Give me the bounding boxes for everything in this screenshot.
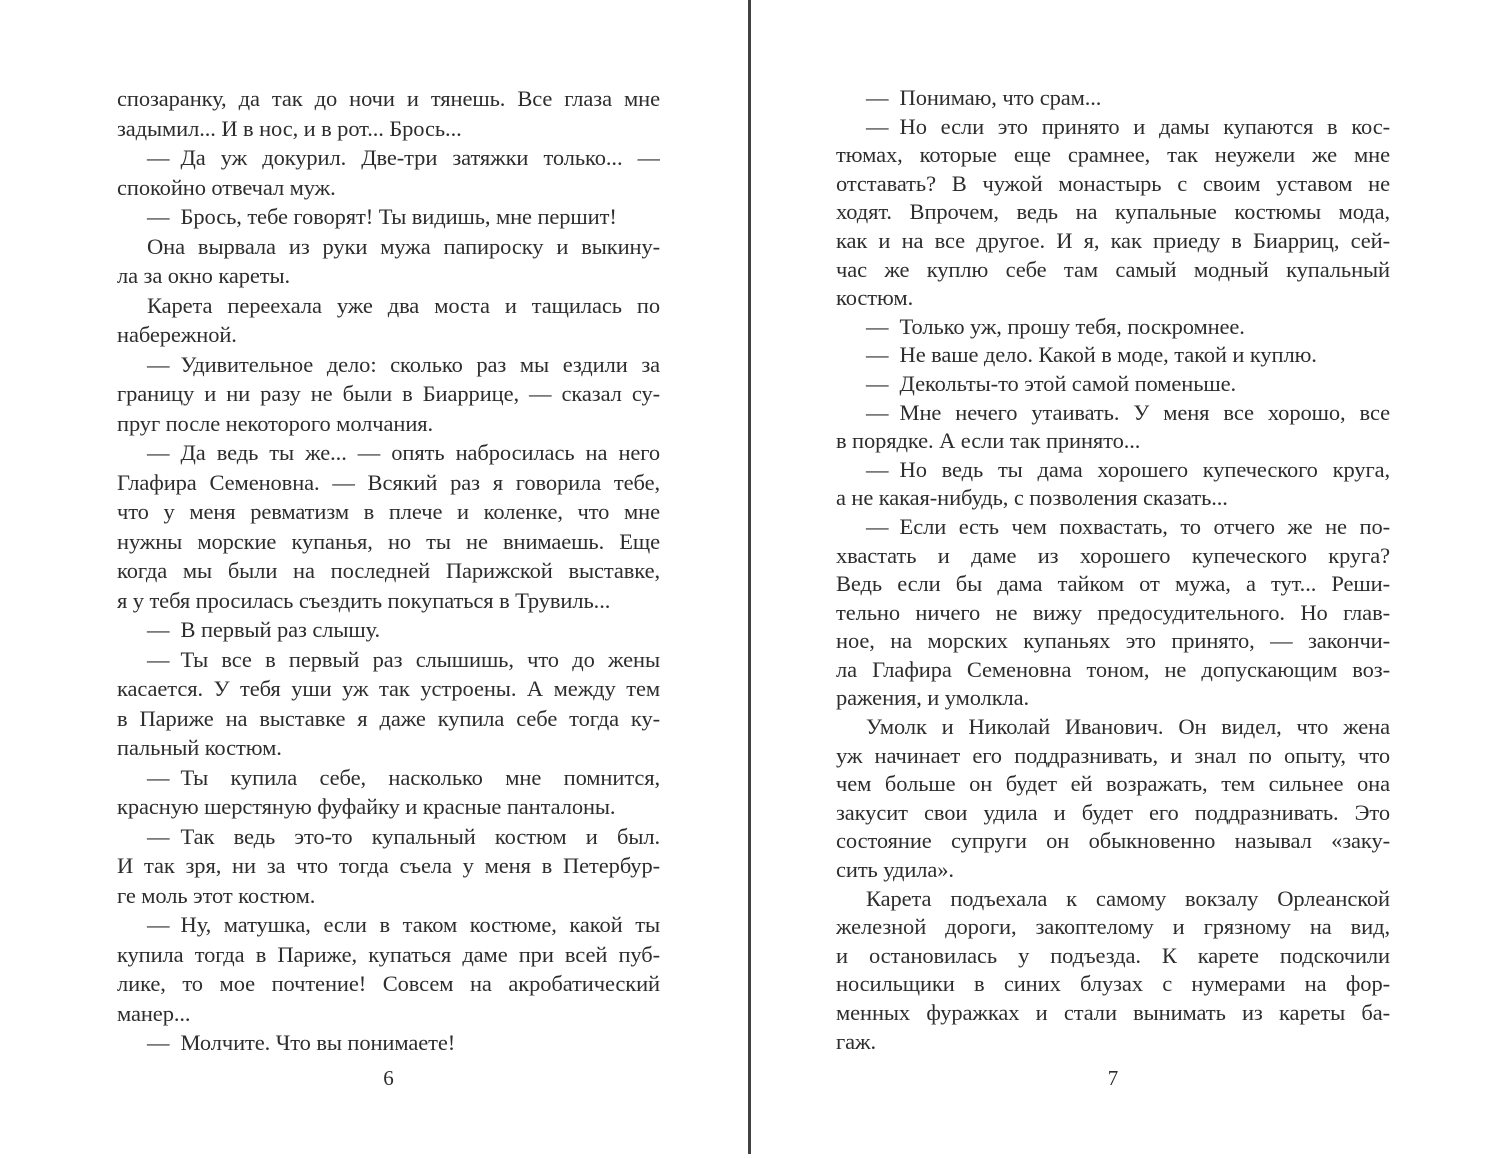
- text-line: отставать? В чужой монастырь с своим уставом не: [836, 170, 1390, 196]
- text-line: ге моль этот костюм.: [117, 882, 316, 908]
- text-line: — Да ведь ты же... — опять набросилась на него: [147, 440, 660, 465]
- text-line: час же куплю себе там самый модный купальный: [836, 256, 1390, 282]
- text-line: в порядке. А если так принято...: [836, 428, 1141, 454]
- text-line: ражения, и умолкла.: [836, 685, 1030, 711]
- text-line: — Ты все в первый раз слышишь, что до жены: [147, 646, 660, 672]
- paragraph: [117, 615, 660, 645]
- paragraph: [117, 232, 660, 291]
- text-line: костюм.: [836, 285, 914, 311]
- text-line: пруг после некоторого молчания.: [117, 410, 434, 436]
- text-line: Карета переехала уже два моста и тащилась по: [147, 292, 660, 318]
- text-line: носильщики в синих блузах с нумерами на фор-: [836, 971, 1390, 997]
- paragraph: [836, 84, 1390, 113]
- text-line: купила тогда в Париже, купаться даме при всей пуб-: [117, 941, 660, 967]
- text-line: железной дороги, закоптелому и грязному на вид,: [836, 914, 1390, 940]
- paragraph: [117, 143, 660, 202]
- text-line: закусит свои удила и будет его поддразнивать. Это: [836, 799, 1390, 825]
- paragraph: [117, 84, 660, 143]
- text-line: набережной.: [117, 322, 237, 347]
- text-line: менных фуражках и стали вынимать из кареты ба-: [836, 1000, 1390, 1025]
- text-line: уж начинает его поддразнивать, и знал по опыту, что: [836, 742, 1390, 768]
- text-line: границу и ни разу не были в Биаррице, — сказал су-: [117, 381, 660, 406]
- text-line: — Но если это принято и дамы купаются в кос-: [866, 113, 1390, 139]
- text-line: ла за окно кареты.: [117, 263, 291, 288]
- text-line: тюмах, которые еще срамнее, так неужели же мне: [836, 142, 1390, 168]
- text-line: как и на все другое. И я, как приеду в Биарриц, сей-: [836, 227, 1390, 253]
- paragraph: [117, 1028, 660, 1058]
- text-line: — Не ваше дело. Какой в моде, такой и куплю.: [866, 342, 1317, 368]
- text-line: — Если есть чем похвастать, то отчего же не по-: [866, 513, 1390, 539]
- text-line: ходят. Впрочем, ведь на купальные костюмы мода,: [836, 199, 1390, 225]
- text-line: когда мы были на последней Парижской выставке,: [117, 558, 660, 583]
- paragraph: [117, 438, 660, 615]
- paragraph: [836, 399, 1390, 456]
- text-line: ное, на морских купаньях это принято, — закончи-: [836, 628, 1390, 654]
- text-line: в Париже на выставке я даже купила себе тогда ку-: [117, 705, 660, 731]
- text-line: — Брось, тебе говорят! Ты видишь, мне першит!: [147, 204, 617, 229]
- text-line: спозаранку, да так до ночи и тянешь. Все глаза мне: [117, 86, 660, 111]
- text-line: что у меня ревматизм в плече и коленке, что мне: [117, 499, 660, 524]
- text-line: ла Глафира Семеновна тоном, не допускающим воз-: [836, 656, 1390, 682]
- paragraph: [836, 513, 1390, 713]
- text-line: гаж.: [836, 1028, 876, 1054]
- text-line: — Так ведь это-то купальный костюм и был.: [147, 823, 660, 849]
- text-line: Она вырвала из руки мужа папироску и выкину-: [147, 233, 660, 259]
- paragraph: [117, 350, 660, 439]
- text-line: — Молчите. Что вы понимаете!: [147, 1030, 456, 1055]
- text-line: — Удивительное дело: сколько раз мы ездили за: [147, 351, 660, 377]
- text-line: — Но ведь ты дама хорошего купеческого круга,: [866, 456, 1390, 482]
- text-line: — В первый раз слышу.: [147, 617, 380, 642]
- paragraph: [836, 456, 1390, 513]
- paragraph: [836, 885, 1390, 1057]
- page-divider: [748, 0, 751, 1154]
- paragraph: [117, 822, 660, 911]
- text-line: задымил... И в нос, и в рот... Брось...: [117, 115, 462, 141]
- paragraph: [836, 713, 1390, 885]
- text-line: — Только уж, прошу тебя, поскромнее.: [866, 313, 1245, 339]
- text-line: красную шерстяную фуфайку и красные панталоны.: [117, 794, 616, 819]
- paragraph: [836, 370, 1390, 399]
- text-line: спокойно отвечал муж.: [117, 174, 336, 200]
- paragraph: [836, 113, 1390, 313]
- paragraph: [117, 910, 660, 1028]
- text-line: Умолк и Николай Иванович. Он видел, что жена: [866, 714, 1390, 740]
- text-line: — Понимаю, что срам...: [866, 85, 1102, 110]
- text-line: состояние супруги он обыкновенно называл «заку-: [836, 828, 1390, 854]
- paragraph: [117, 645, 660, 763]
- text-line: хвастать и даме из хорошего купеческого круга?: [836, 542, 1390, 568]
- text-line: нужны морские купанья, но ты не внимаешь. Еще: [117, 528, 660, 554]
- text-line: пальный костюм.: [117, 735, 282, 760]
- text-line: Глафира Семеновна. — Всякий раз я говорила тебе,: [117, 469, 660, 495]
- paragraph: [117, 763, 660, 822]
- text-line: я у тебя просилась съездить покупаться в Трувиль...: [117, 587, 611, 613]
- page-right-text: [836, 84, 1390, 1056]
- text-line: — Декольты-то этой самой поменьше.: [866, 370, 1237, 396]
- text-line: — Ты купила себе, насколько мне помнится,: [147, 764, 660, 790]
- text-line: И так зря, ни за что тогда съела у меня в Петербур-: [117, 853, 660, 878]
- text-line: чем больше он будет ей возражать, тем сильнее она: [836, 771, 1390, 797]
- text-line: сить удила».: [836, 857, 954, 883]
- text-line: — Мне нечего утаивать. У меня все хорошо, все: [866, 399, 1390, 425]
- text-line: Карета подъехала к самому вокзалу Орлеанской: [866, 885, 1390, 911]
- page-number-left: 6: [383, 1066, 394, 1090]
- text-line: Ведь если бы дама тайком от мужа, а тут... Реши-: [836, 571, 1390, 597]
- text-line: касается. У тебя уши уж так устроены. А между тем: [117, 676, 660, 701]
- text-line: манер...: [117, 1000, 191, 1026]
- text-line: а не какая-нибудь, с позволения сказать...: [836, 485, 1228, 511]
- text-line: лике, то мое почтение! Совсем на акробатический: [117, 971, 660, 996]
- text-line: — Ну, матушка, если в таком костюме, какой ты: [147, 912, 660, 937]
- page-number-right: 7: [1107, 1066, 1119, 1090]
- paragraph: [836, 341, 1390, 370]
- text-line: и остановилась у подъезда. К карете подскочили: [836, 942, 1390, 968]
- text-line: — Да уж докурил. Две-три затяжки только... —: [147, 145, 660, 170]
- paragraph: [836, 313, 1390, 342]
- paragraph: [117, 291, 660, 350]
- page-left-text: [117, 84, 660, 1058]
- text-line: тельно ничего не вижу предосудительного. Но глав-: [836, 599, 1390, 625]
- paragraph: [117, 202, 660, 232]
